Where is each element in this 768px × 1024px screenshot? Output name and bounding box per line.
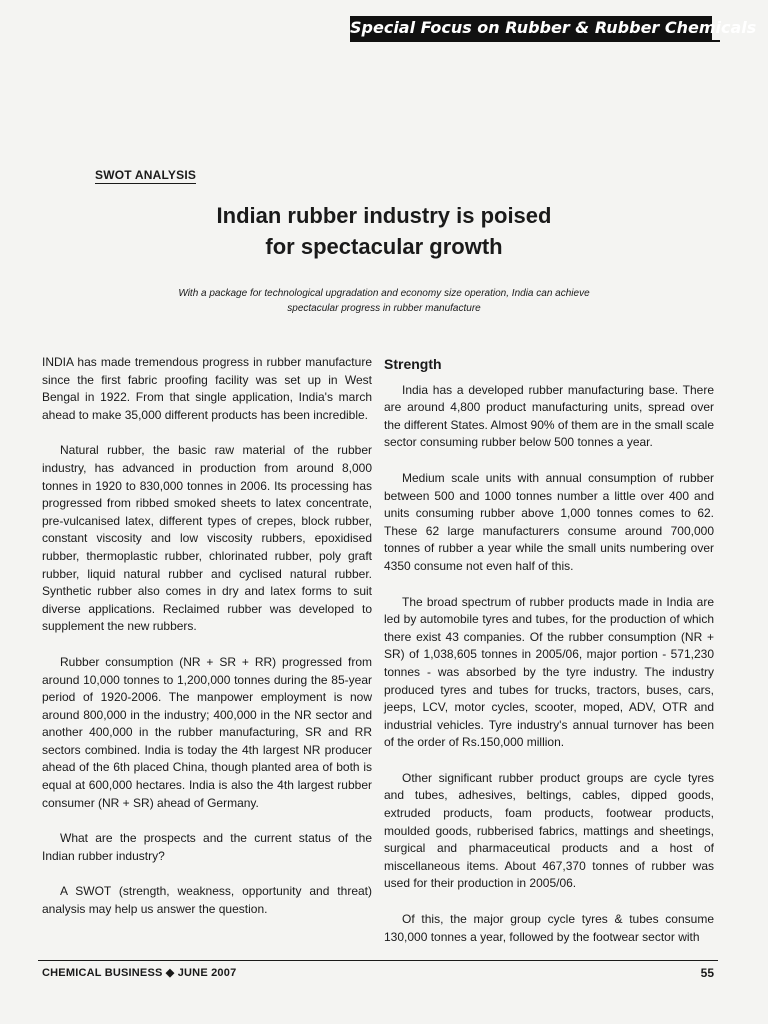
headline-line-1: Indian rubber industry is poised <box>216 203 552 228</box>
paragraph: A SWOT (strength, weakness, opportunity and threat) analysis may help us answer the question. <box>42 884 372 917</box>
section-label: SWOT ANALYSIS <box>95 168 197 182</box>
footer-rule <box>38 960 718 961</box>
paragraph: Of this, the major group cycle tyres & tubes consume 130,000 tonnes a year, followed by the footwear sector with <box>384 912 714 944</box>
headline-line-2: for spectacular growth <box>265 234 503 259</box>
headline <box>100 200 668 262</box>
deck <box>120 286 648 316</box>
paragraph: INDIA has made tremendous progress in rubber manufacture since the first fabric proofing facility was set up in West Bengal in 1922. From that single application, India's march ahead to make 35,000 different products has been incredible. <box>42 355 372 422</box>
deck-line-1: With a package for technological upgradation and economy size operation, India can achieve <box>178 288 590 299</box>
right-column <box>384 356 714 964</box>
page-number: 55 <box>700 966 714 980</box>
paragraph: Natural rubber, the basic raw material of the rubber industry, has advanced in production from around 8,000 tonnes in 1920 to 830,000 tonnes in 2006. Its processing has progressed from ribbed smoked sheets to latex concentrate, pre-vulcanised latex, different types of crepes, block rubber, constant viscosity and low viscosity rubbers, epoxidised rubber, thermoplastic rubber, chlorinated rubber, poly graft rubber, liquid natural rubber and cyclised natural rubber. Synthetic rubber also comes in dry and latex forms to suit diverse applications. Reclaimed rubber was developed to supplement the new rubbers. <box>42 443 372 634</box>
left-column <box>42 354 372 937</box>
banner-rule <box>350 40 720 42</box>
subheading-strength: Strength <box>384 356 442 372</box>
section-banner: Special Focus on Rubber & Rubber Chemicals <box>350 16 712 40</box>
paragraph: What are the prospects and the current status of the Indian rubber industry? <box>42 831 372 863</box>
paragraph: Medium scale units with annual consumption of rubber between 500 and 1000 tonnes number a little over 400 and units consuming rubber above 1,000 tonnes comes to 62. These 62 large manufacturers consume around 700,000 tonnes of rubber a year while the small units numbering over 4350 consume not even half of this. <box>384 470 714 573</box>
deck-line-2: spectacular progress in rubber manufacture <box>287 303 481 314</box>
paragraph: The broad spectrum of rubber products made in India are led by automobile tyres and tubes, for the production of which there exist 43 companies. Of the rubber consumption (NR + SR) of 1,038,605 tonnes in 2005/06, major portion - 571,230 tonnes - was absorbed by the tyre industry. The industry produced tyres and tubes for trucks, tractors, buses, cars, jeeps, LCV, motor cycles, scooter, moped, ADV, OTR and industrial vehicles. Tyre industry's annual turnover has been of the order of Rs.150,000 million. <box>384 594 714 750</box>
publication-footer: CHEMICAL BUSINESS ◆ JUNE 2007 <box>42 967 237 979</box>
paragraph: Rubber consumption (NR + SR + RR) progressed from around 10,000 tonnes to 1,200,000 tonnes during the 85-year period of 1920-2006. The manpower employment is now around 800,000 in the industry; 400,000 in the NR sector and another 400,000 in the rubber manufacturing, SR and RR sectors combined. India is today the 4th largest NR producer ahead of the 6th placed China, though planted area of both is equal at 600,000 hectares. India is also the 4th largest rubber consumer (NR + SR) ahead of Germany. <box>42 654 372 810</box>
paragraph: Other significant rubber product groups are cycle tyres and tubes, adhesives, beltings, cables, dipped goods, extruded products, foam products, footwear products, moulded goods, rubberised fabrics, mattings and sheetings, surgical and pharmaceutical products and a host of miscellaneous items. About 467,370 tonnes of rubber was used for their production in 2005/06. <box>384 770 714 891</box>
paragraph: India has a developed rubber manufacturing base. There are around 4,800 product manufacturing units, spread over the different States. Almost 90% of them are in the small scale sector consuming rubber below 500 tonnes a year. <box>384 382 714 450</box>
